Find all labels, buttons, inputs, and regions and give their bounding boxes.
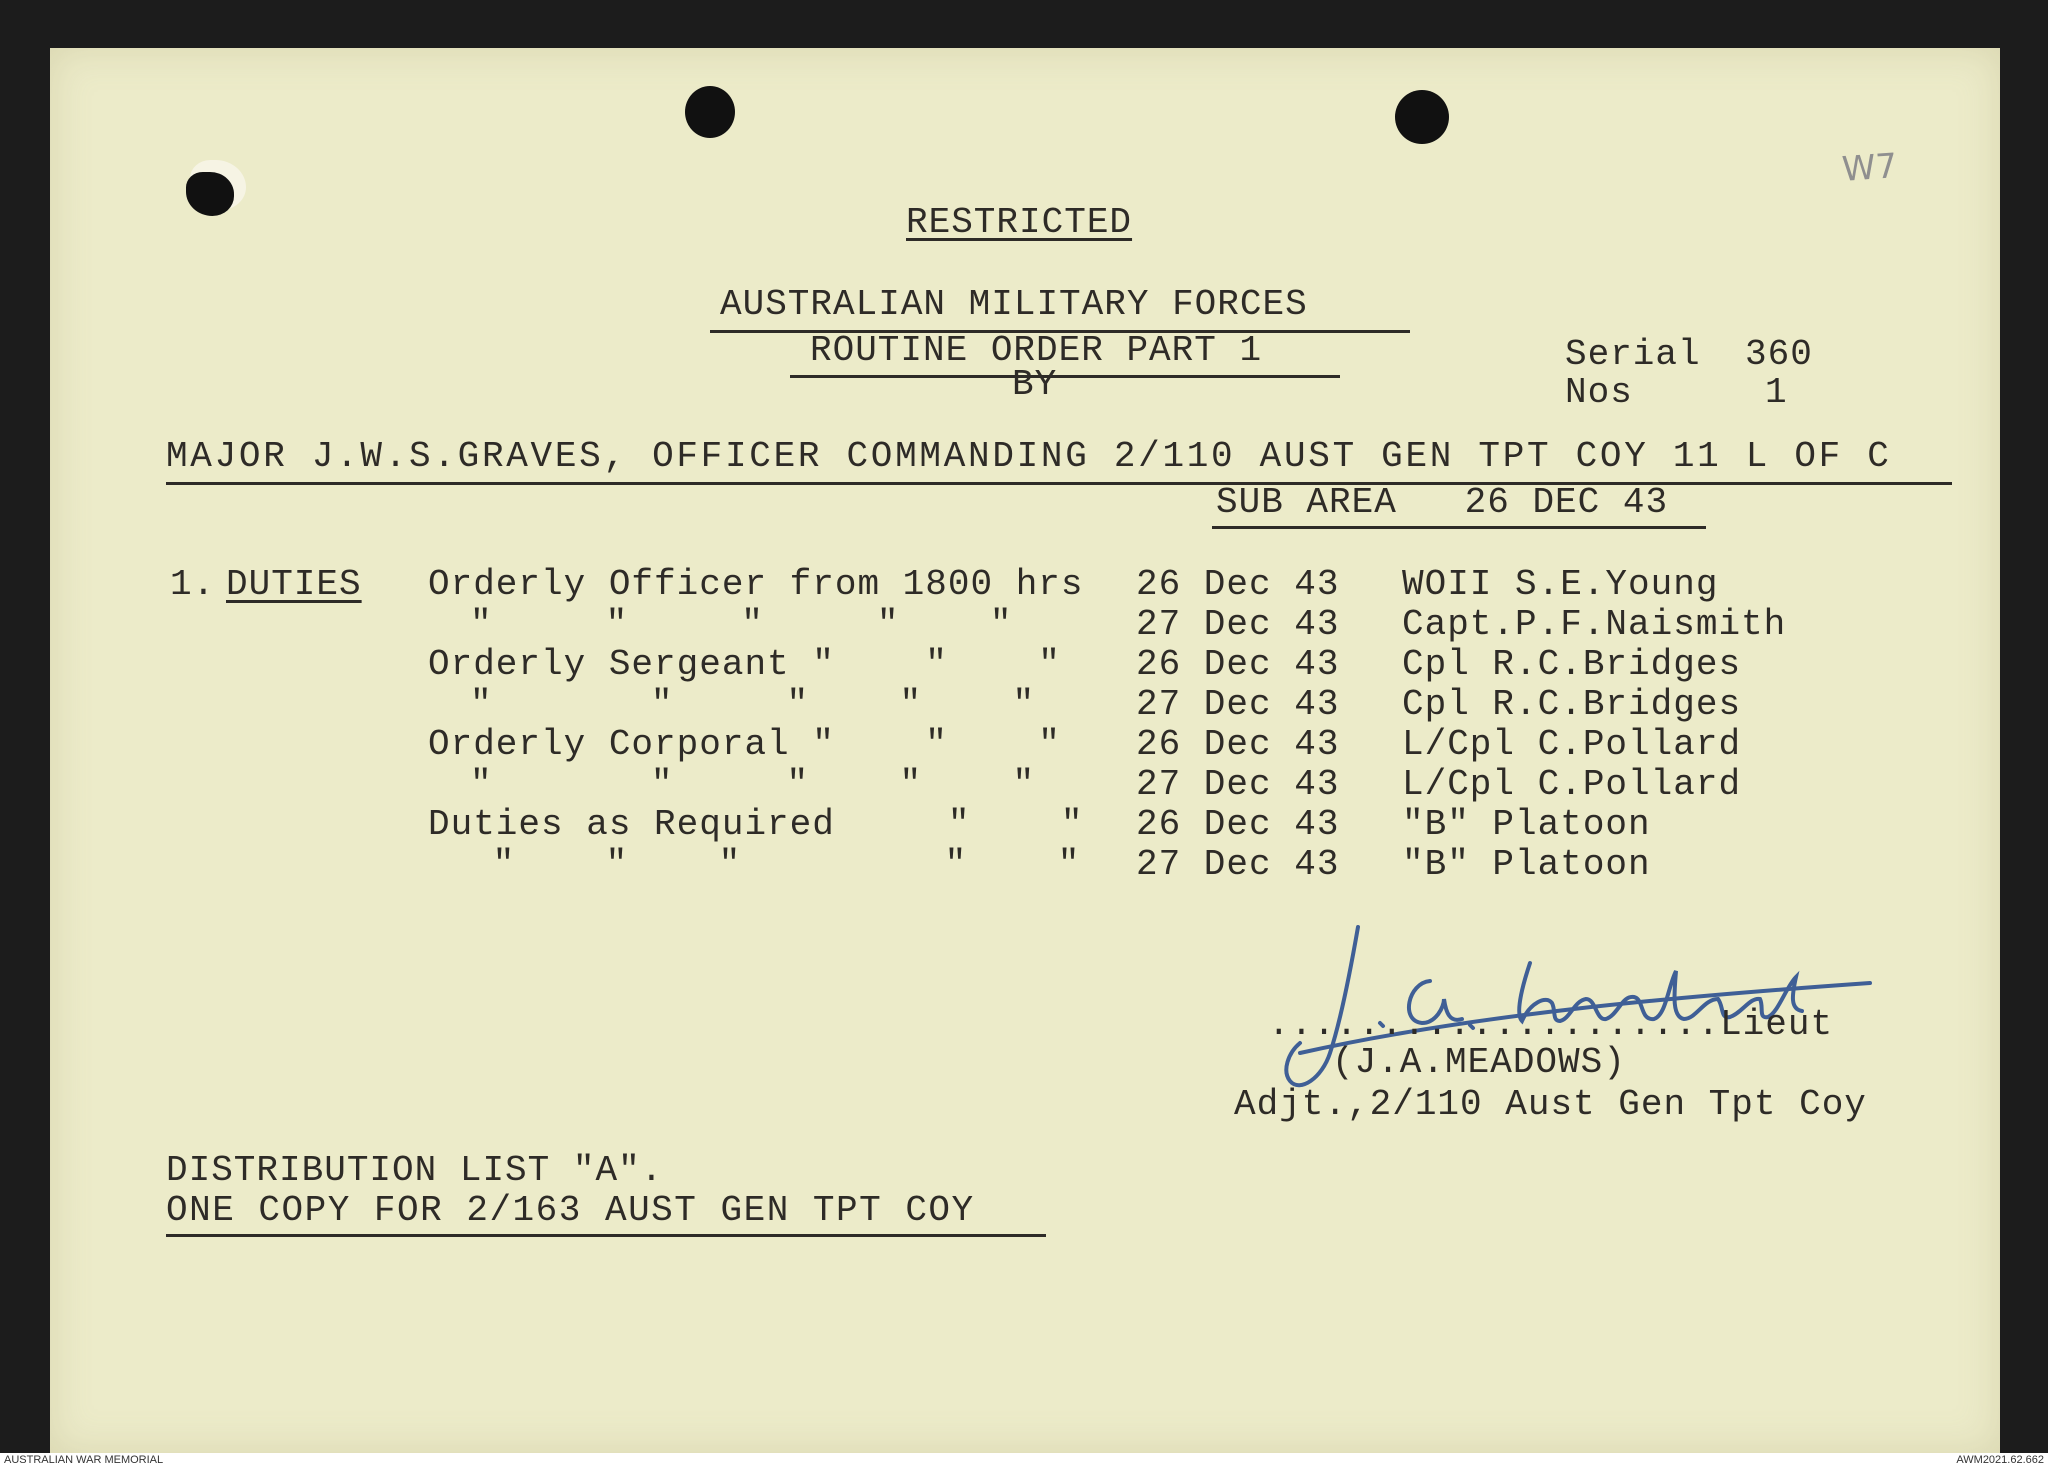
duty-row-7-duty: Duties as Required " " [428, 804, 1084, 845]
duty-row-5-duty: Orderly Corporal " " " [428, 724, 1061, 765]
org-heading: AUSTRALIAN MILITARY FORCES [720, 284, 1308, 325]
pencil-mark: W7 [1840, 146, 1899, 190]
duty-row-2-date: 27 Dec 43 [1136, 604, 1340, 645]
punch-hole [685, 86, 735, 138]
duty-row-1-date: 26 Dec 43 [1136, 564, 1340, 605]
duty-row-4-date: 27 Dec 43 [1136, 684, 1340, 725]
duty-row-6-duty: " " " " " [470, 764, 1036, 805]
duty-row-7-person: "B" Platoon [1402, 804, 1651, 845]
duty-row-4-duty: " " " " " [470, 684, 1036, 725]
signatory-name: (J.A.MEADOWS) [1332, 1042, 1626, 1083]
duty-row-3-person: Cpl R.C.Bridges [1402, 644, 1742, 685]
punch-hole [186, 172, 234, 216]
sub-area-line: SUB AREA 26 DEC 43 [1216, 482, 1669, 523]
serial-label: Serial [1565, 334, 1701, 375]
order-heading-rule [790, 375, 1340, 378]
serial-value: 360 [1745, 334, 1813, 375]
copy-note-rule [166, 1234, 1046, 1237]
duty-row-1-person: WOII S.E.Young [1402, 564, 1719, 605]
duty-row-5-date: 26 Dec 43 [1136, 724, 1340, 765]
nos-label: Nos [1565, 372, 1633, 413]
duty-row-7-date: 26 Dec 43 [1136, 804, 1340, 845]
footer-source: AUSTRALIAN WAR MEMORIAL [4, 1454, 164, 1466]
punch-hole [1395, 90, 1449, 144]
document-page [50, 48, 2000, 1453]
order-heading: ROUTINE ORDER PART 1 [810, 330, 1263, 371]
distribution-list: DISTRIBUTION LIST "A". [166, 1150, 664, 1191]
by-heading: BY [1012, 364, 1058, 405]
duty-row-3-date: 26 Dec 43 [1136, 644, 1340, 685]
footer-bar [0, 1453, 2048, 1470]
duty-row-8-person: "B" Platoon [1402, 844, 1651, 885]
commander-line-rule [166, 482, 1952, 485]
duty-row-3-duty: Orderly Sergeant " " " [428, 644, 1061, 685]
classification-heading: RESTRICTED [906, 202, 1133, 243]
duty-row-5-person: L/Cpl C.Pollard [1402, 724, 1742, 765]
nos-value: 1 [1765, 372, 1788, 413]
sub-area-rule [1212, 526, 1706, 529]
section-title: DUTIES [226, 564, 362, 605]
footer-accession-id: AWM2021.62.662 [1956, 1454, 2044, 1466]
signature-line: ....................Lieut [1268, 1004, 1834, 1045]
duty-row-8-duty: " " " " " [470, 844, 1081, 885]
duty-row-2-duty: " " " " " [470, 604, 1013, 645]
section-number: 1. [170, 564, 216, 605]
copy-note: ONE COPY FOR 2/163 AUST GEN TPT COY [166, 1190, 975, 1231]
duty-row-6-person: L/Cpl C.Pollard [1402, 764, 1742, 805]
duty-row-4-person: Cpl R.C.Bridges [1402, 684, 1742, 725]
duty-row-2-person: Capt.P.F.Naismith [1402, 604, 1787, 645]
duty-row-1-duty: Orderly Officer from 1800 hrs [428, 564, 1084, 605]
commander-line: MAJOR J.W.S.GRAVES, OFFICER COMMANDING 2/110 AUST GEN TPT COY 11 L OF C [166, 436, 1892, 477]
duty-row-8-date: 27 Dec 43 [1136, 844, 1340, 885]
duty-row-6-date: 27 Dec 43 [1136, 764, 1340, 805]
signatory-title: Adjt.,2/110 Aust Gen Tpt Coy [1234, 1084, 1867, 1125]
